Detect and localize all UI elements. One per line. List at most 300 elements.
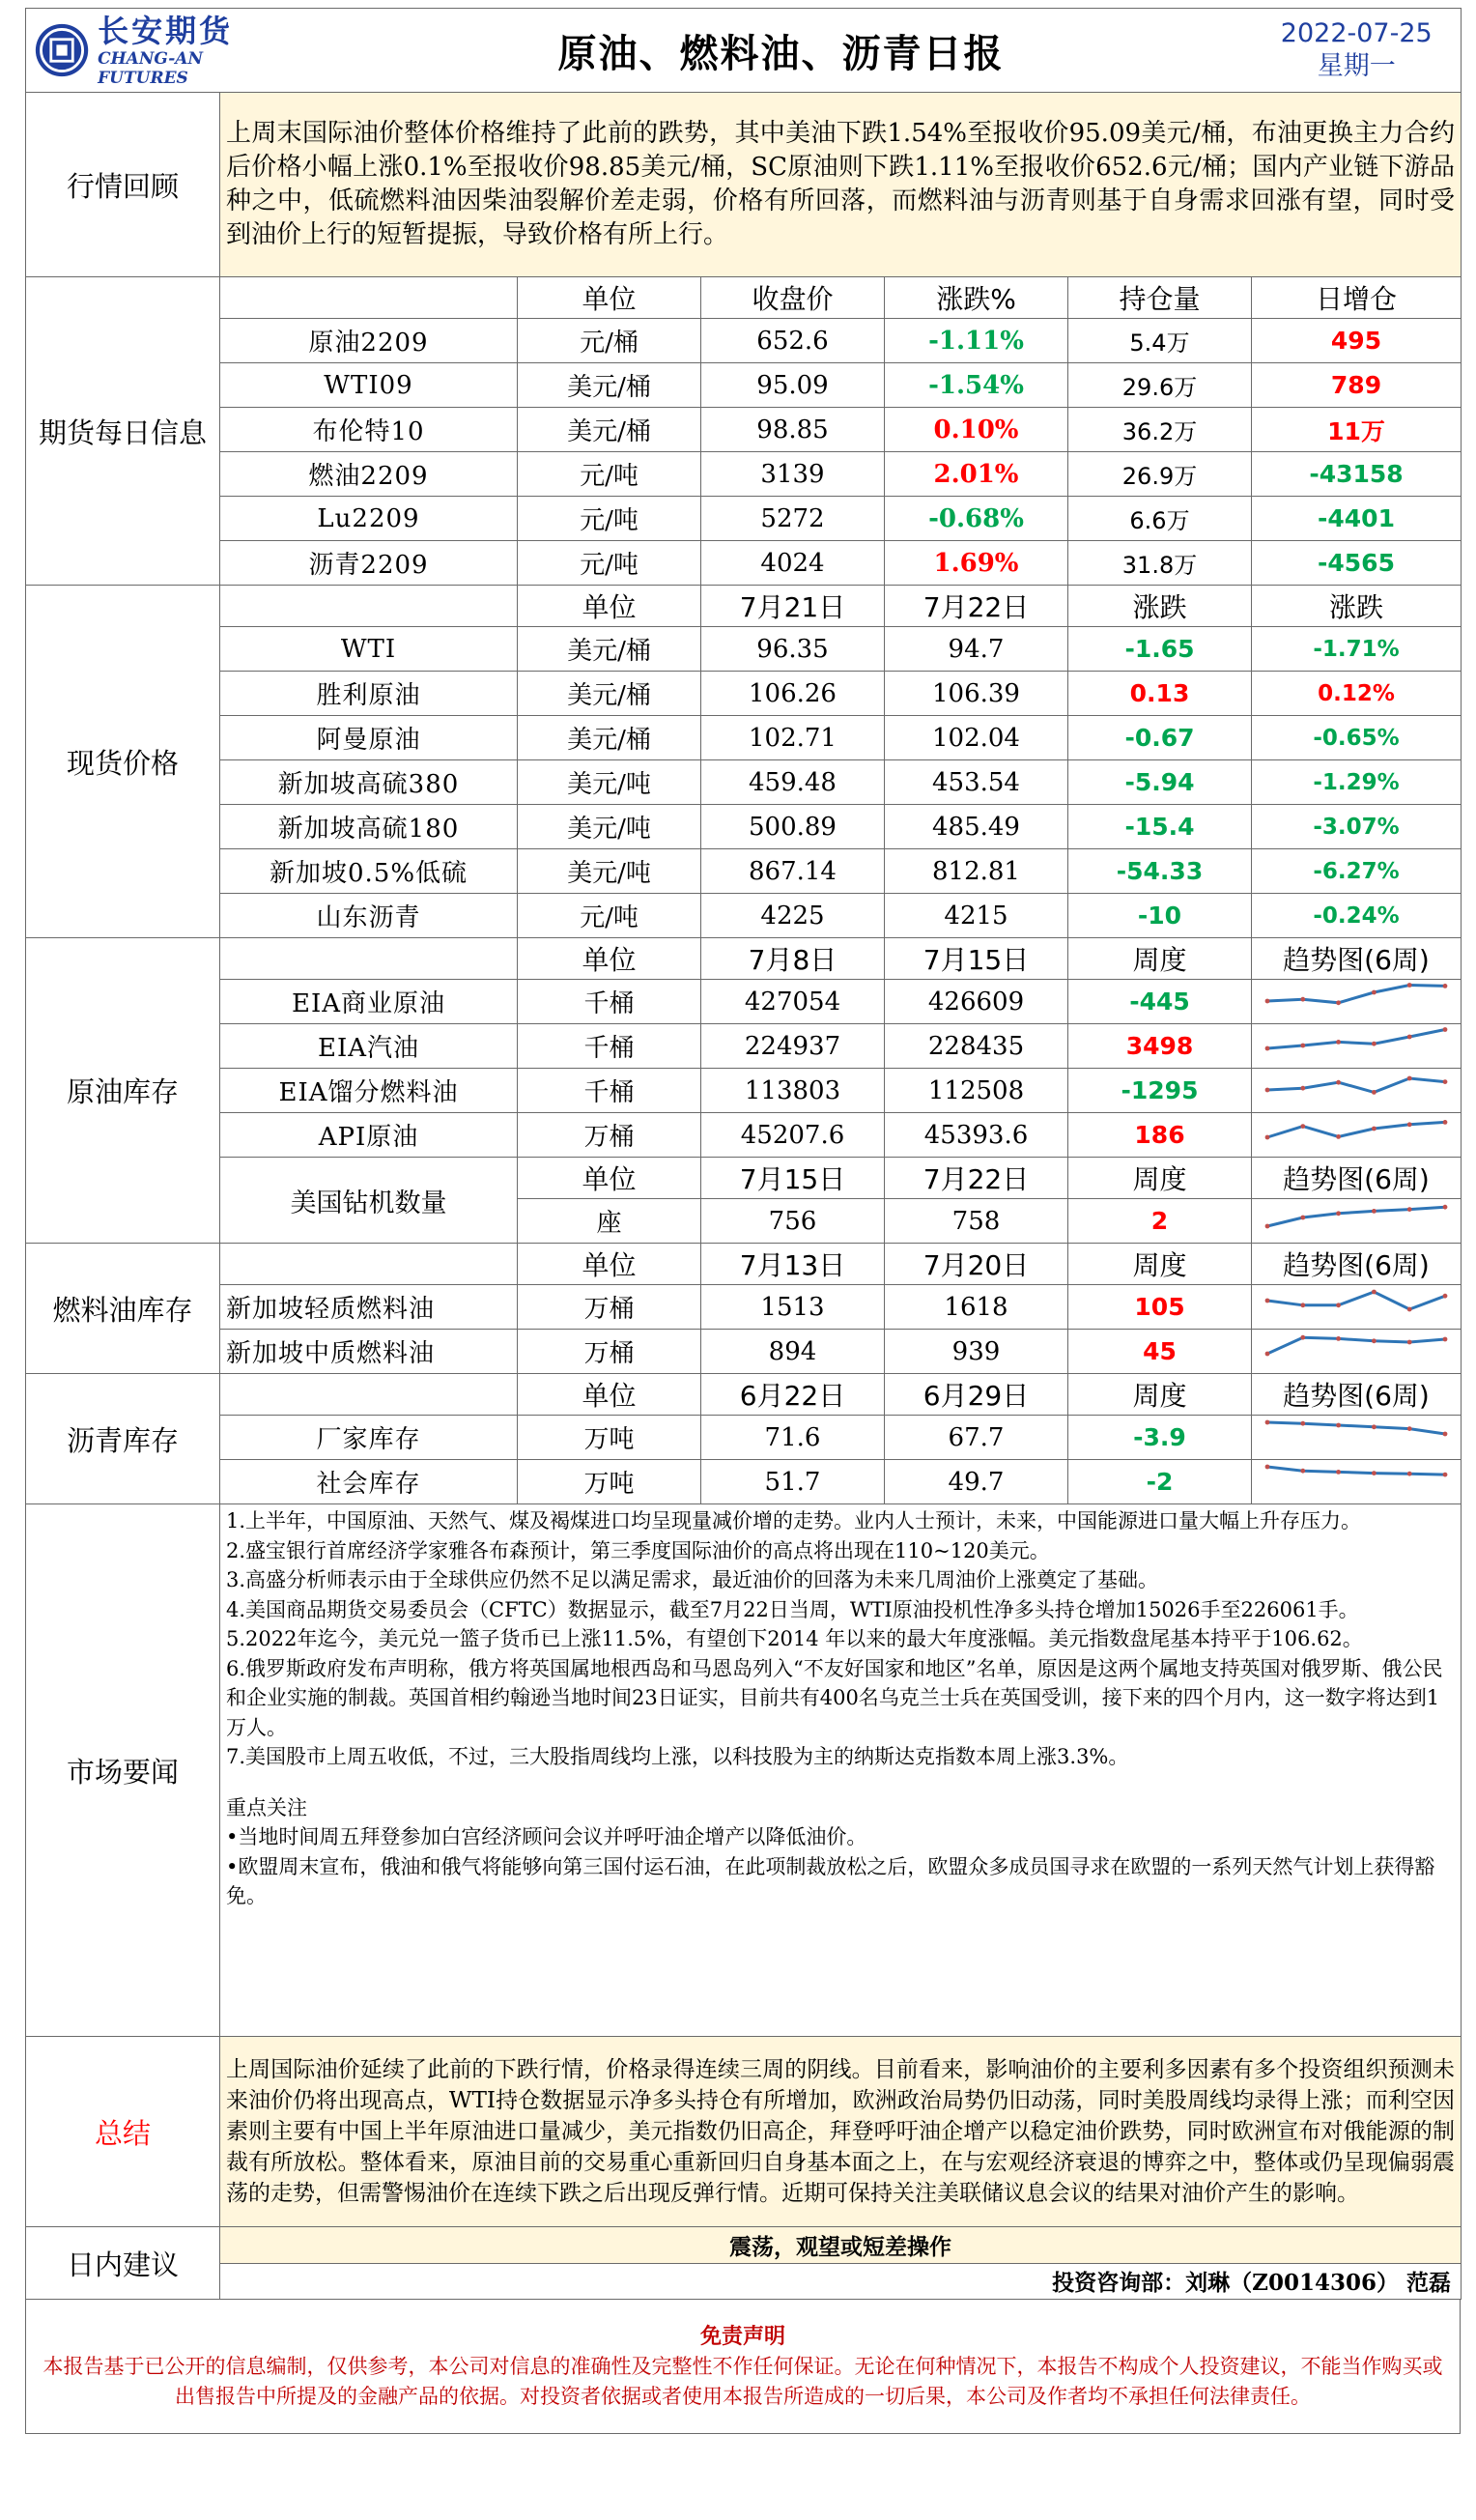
news-list [226, 1506, 1455, 1772]
column-header: 7月15日 [701, 1158, 885, 1199]
price-day2: 102.04 [885, 716, 1068, 760]
column-header: 7月13日 [701, 1244, 885, 1285]
trend-chart [1252, 1330, 1462, 1374]
price-day1: 867.14 [701, 849, 885, 894]
inventory-latest: 1618 [885, 1285, 1068, 1330]
unit-cell: 千桶 [518, 980, 701, 1024]
trend-point [1300, 1469, 1305, 1474]
unit-cell: 千桶 [518, 1069, 701, 1113]
price-day2: 485.49 [885, 805, 1068, 849]
column-header: 持仓量 [1068, 277, 1252, 319]
trend-point [1300, 1303, 1305, 1307]
trend-point [1265, 1224, 1270, 1229]
contract-name: Lu2209 [220, 497, 518, 541]
section-label: 原油库存 [26, 938, 220, 1244]
close-price: 4024 [701, 541, 885, 586]
trend-line [1267, 986, 1445, 1003]
trend-point [1265, 999, 1270, 1004]
weekly-change: -1295 [1068, 1069, 1252, 1113]
column-header: 趋势图(6周) [1252, 1158, 1462, 1199]
date-cell [1253, 9, 1462, 93]
inventory-prev: 427054 [701, 980, 885, 1024]
summary-text: 上周国际油价延续了此前的下跌行情，价格录得连续三周的阴线。目前看来，影响油价的主要利多因素有多个投资组织预测未来油价仍将出现高点，WTI持仓数据显示净多头持仓有所增加，欧洲政治局势仍旧动荡，同时美股周线均录得上涨；而利空因素则主要有中国上半年原油进口量减少，美元指数仍旧高企，拜登呼吁油企增产以稳定油价跌势，同时欧洲宣布对俄能源的制裁有所放松。整体看来，原油目前的交易重心重新回归自身基本面之上，在与宏观经济衰退的博弈之中，整体或仍呈现偏弱震荡的走势，但需警惕油价在连续下跌之后出现反弹行情。近期可保持关注美联储议息会议的结果对油价产生的影响。 [220, 2037, 1462, 2227]
focus-list [226, 1822, 1455, 1911]
inventory-name: EIA汽油 [220, 1024, 518, 1069]
inventory-name: 社会库存 [220, 1460, 518, 1504]
trend-point [1265, 1352, 1270, 1357]
trend-point [1443, 1337, 1448, 1342]
close-price: 652.6 [701, 319, 885, 363]
review-text: 上周末国际油价整体价格维持了此前的跌势，其中美油下跌1.54%至报收价95.09美元/桶，布油更换主力合约后价格小幅上涨0.1%至报收价98.85美元/桶，SC原油则下跌1.11%至报收价652.6元/桶；国内产业链下游品种之中，低硫燃料油因柴油裂解价差走弱，价格有所回落，而燃料油与沥青则基于自身需求回涨有望，同时受到油价上行的短暂提振，导致价格有所上行。 [220, 93, 1462, 277]
column-header: 收盘价 [701, 277, 885, 319]
inventory-latest: 45393.6 [885, 1113, 1068, 1158]
contract-name: 原油2209 [220, 319, 518, 363]
close-price: 5272 [701, 497, 885, 541]
spot-name: 胜利原油 [220, 672, 518, 716]
price-day1: 102.71 [701, 716, 885, 760]
unit-cell: 美元/桶 [518, 716, 701, 760]
unit-cell: 元/吨 [518, 452, 701, 497]
trend-sparkline [1260, 1285, 1453, 1322]
rig-latest: 758 [885, 1199, 1068, 1244]
trend-sparkline [1260, 1330, 1453, 1366]
trend-line [1267, 1467, 1445, 1475]
price-day1: 459.48 [701, 760, 885, 805]
news-section [25, 1503, 1462, 2037]
price-change-percent: -0.65% [1252, 716, 1462, 760]
trend-point [1336, 1303, 1341, 1307]
column-header: 单位 [518, 1244, 701, 1285]
trend-point [1443, 984, 1448, 988]
fuel-stock-row [26, 1285, 1462, 1330]
news-item: 6.俄罗斯政府发布声明称，俄方将英国属地根西岛和马恩岛列入“不友好国家和地区”名单，原因是这两个属地支持英国对俄罗斯、俄公民和企业实施的制裁。英国首相约翰逊当地时间23日证实，目前共有400名乌克兰士兵在英国受训，接下来的四个月内，这一数字将达到1万人。 [226, 1656, 1443, 1739]
unit-cell: 万桶 [518, 1285, 701, 1330]
disclaimer-title: 免责声明 [699, 2323, 785, 2349]
trend-sparkline [1260, 1113, 1453, 1150]
change-percent: -1.11% [885, 319, 1068, 363]
focus-item: •当地时间周五拜登参加白宫经济顾问会议并呼吁油企增产以降低油价。 [226, 1825, 867, 1848]
column-header: 趋势图(6周) [1252, 1374, 1462, 1416]
inventory-name: API原油 [220, 1113, 518, 1158]
trend-chart [1252, 1199, 1462, 1244]
header-blank [220, 277, 518, 319]
trend-line [1267, 1292, 1445, 1309]
column-header: 单位 [518, 1374, 701, 1416]
weekly-change: -2 [1068, 1460, 1252, 1504]
trend-point [1300, 1044, 1305, 1048]
intraday-section [25, 2226, 1462, 2300]
column-header: 7月20日 [885, 1244, 1068, 1285]
trend-point [1443, 1027, 1448, 1032]
disclaimer-box [26, 2300, 1461, 2434]
column-header: 涨跌 [1068, 586, 1252, 627]
summary-section [25, 2036, 1462, 2227]
rig-prev: 756 [701, 1199, 885, 1244]
change-percent: 2.01% [885, 452, 1068, 497]
advisor-line: 投资咨询部：刘琳（Z0014306） 范磊 [220, 2263, 1462, 2300]
trend-point [1407, 1307, 1412, 1312]
futures-row [26, 319, 1462, 363]
trend-point [1372, 1090, 1377, 1095]
trend-chart [1252, 1285, 1462, 1330]
column-header: 6月29日 [885, 1374, 1068, 1416]
price-change-percent: -1.71% [1252, 627, 1462, 672]
futures-row [26, 497, 1462, 541]
company-logo-icon [34, 20, 90, 80]
section-label: 期货每日信息 [26, 277, 220, 586]
spot-name: 新加坡0.5%低硫 [220, 849, 518, 894]
crude-stock-row [26, 1069, 1462, 1113]
unit-cell: 元/吨 [518, 894, 701, 938]
unit-cell: 元/吨 [518, 497, 701, 541]
trend-line [1267, 1122, 1445, 1137]
rig-weekly-change: 2 [1068, 1199, 1252, 1244]
column-header: 趋势图(6周) [1252, 1244, 1462, 1285]
unit-cell: 美元/桶 [518, 672, 701, 716]
trend-point [1407, 1207, 1412, 1212]
column-header: 7月21日 [701, 586, 885, 627]
trend-point [1372, 1209, 1377, 1214]
report-sheet [25, 8, 1461, 2434]
weekly-change: -445 [1068, 980, 1252, 1024]
news-item: 7.美国股市上周五收低，不过，三大股指周线均上涨，以科技股为主的纳斯达克指数本周上涨3.3%。 [226, 1745, 1129, 1768]
price-change-percent: -3.07% [1252, 805, 1462, 849]
unit-cell: 万吨 [518, 1416, 701, 1460]
table-header-row [26, 1374, 1462, 1416]
price-change: -5.94 [1068, 760, 1252, 805]
section-label: 沥青库存 [26, 1374, 220, 1504]
header-blank [220, 1374, 518, 1416]
spot-row [26, 627, 1462, 672]
change-percent: -0.68% [885, 497, 1068, 541]
price-change-percent: -0.24% [1252, 894, 1462, 938]
inventory-prev: 71.6 [701, 1416, 885, 1460]
spot-name: 新加坡高硫180 [220, 805, 518, 849]
trend-point [1443, 1205, 1448, 1210]
price-change: -0.67 [1068, 716, 1252, 760]
price-change-percent: -6.27% [1252, 849, 1462, 894]
inventory-prev: 113803 [701, 1069, 885, 1113]
trend-point [1407, 1122, 1412, 1127]
open-interest: 29.6万 [1068, 363, 1252, 408]
trend-point [1336, 1423, 1341, 1428]
spot-row [26, 805, 1462, 849]
price-day1: 96.35 [701, 627, 885, 672]
inventory-prev: 51.7 [701, 1460, 885, 1504]
daily-oi-change: -4565 [1252, 541, 1462, 586]
column-header: 7月22日 [885, 1158, 1068, 1199]
spot-row [26, 894, 1462, 938]
trend-point [1265, 1135, 1270, 1140]
report-weekday: 星期一 [1317, 51, 1396, 81]
trend-chart [1252, 1416, 1462, 1460]
price-change: 0.13 [1068, 672, 1252, 716]
inventory-prev: 45207.6 [701, 1113, 885, 1158]
trend-point [1300, 1124, 1305, 1129]
review-section [25, 92, 1462, 277]
unit-cell: 元/吨 [518, 541, 701, 586]
trend-sparkline [1260, 1069, 1453, 1105]
trend-point [1300, 1421, 1305, 1426]
column-header: 6月22日 [701, 1374, 885, 1416]
trend-point [1372, 1127, 1377, 1131]
trend-point [1407, 983, 1412, 988]
trend-point [1372, 1471, 1377, 1475]
price-day2: 812.81 [885, 849, 1068, 894]
price-change: -54.33 [1068, 849, 1252, 894]
column-header: 周度 [1068, 938, 1252, 980]
header-blank [220, 938, 518, 980]
trend-chart [1252, 1069, 1462, 1113]
change-percent: -1.54% [885, 363, 1068, 408]
contract-name: 燃油2209 [220, 452, 518, 497]
trend-point [1372, 1290, 1377, 1295]
price-day1: 4225 [701, 894, 885, 938]
disclaimer-section [25, 2299, 1461, 2434]
inventory-prev: 224937 [701, 1024, 885, 1069]
trend-point [1407, 1472, 1412, 1476]
price-day1: 500.89 [701, 805, 885, 849]
report-title: 原油、燃料油、沥青日报 [557, 31, 1005, 76]
column-header: 周度 [1068, 1158, 1252, 1199]
spot-name: 新加坡高硫380 [220, 760, 518, 805]
inventory-name: 新加坡中质燃料油 [220, 1330, 518, 1374]
trend-line [1267, 1207, 1445, 1226]
trend-point [1372, 1424, 1377, 1429]
fuel-stock-row [26, 1330, 1462, 1374]
price-day2: 453.54 [885, 760, 1068, 805]
price-day2: 94.7 [885, 627, 1068, 672]
trend-chart [1252, 980, 1462, 1024]
inventory-latest: 67.7 [885, 1416, 1068, 1460]
header-blank [220, 1244, 518, 1285]
open-interest: 31.8万 [1068, 541, 1252, 586]
unit-cell: 万桶 [518, 1330, 701, 1374]
market-data-table [25, 276, 1462, 1504]
news-item: 4.美国商品期货交易委员会（CFTC）数据显示，截至7月22日当周，WTI原油投机性净多头持仓增加15026手至226061手。 [226, 1597, 1359, 1621]
unit-cell: 美元/桶 [518, 408, 701, 452]
intraday-advice: 震荡，观望或短差操作 [220, 2227, 1462, 2264]
company-name-cn: 长安期货 [98, 13, 234, 49]
close-price: 98.85 [701, 408, 885, 452]
crude-stock-row [26, 980, 1462, 1024]
column-header: 趋势图(6周) [1252, 938, 1462, 980]
spot-row [26, 849, 1462, 894]
trend-point [1443, 1120, 1448, 1125]
column-header: 周度 [1068, 1374, 1252, 1416]
section-label: 燃料油库存 [26, 1244, 220, 1374]
crude-stock-row [26, 1113, 1462, 1158]
daily-oi-change: -43158 [1252, 452, 1462, 497]
company-name-en: CHANG-AN FUTURES [98, 49, 204, 88]
disclaimer-text: 本报告基于已公开的信息编制，仅供参考，本公司对信息的准确性及完整性不作任何保证。无论在何种情况下，本报告不构成个人投资建议，不能当作购买或出售报告中所提及的金融产品的依据。对投资者依据或者使用本报告所造成的一切后果，本公司及作者均不承担任何法律责任。 [43, 2354, 1443, 2408]
report-date: 2022-07-25 [1280, 18, 1433, 48]
column-header: 7月8日 [701, 938, 885, 980]
column-header: 单位 [518, 586, 701, 627]
inventory-prev: 894 [701, 1330, 885, 1374]
news-label: 市场要闻 [26, 1504, 220, 2037]
spot-name: WTI [220, 627, 518, 672]
trend-point [1265, 1299, 1270, 1303]
inventory-latest: 228435 [885, 1024, 1068, 1069]
trend-point [1336, 1336, 1341, 1341]
inventory-latest: 939 [885, 1330, 1068, 1374]
rig-header-row [26, 1158, 1462, 1199]
trend-point [1336, 1134, 1341, 1139]
trend-point [1372, 1338, 1377, 1343]
trend-line [1267, 1078, 1445, 1092]
trend-point [1372, 1042, 1377, 1046]
unit-cell: 美元/吨 [518, 849, 701, 894]
trend-point [1336, 1470, 1341, 1475]
weekly-change: 186 [1068, 1113, 1252, 1158]
trend-point [1300, 1086, 1305, 1091]
logo-cell [26, 9, 287, 93]
unit-cell: 美元/桶 [518, 627, 701, 672]
price-day1: 106.26 [701, 672, 885, 716]
crude-stock-row [26, 1024, 1462, 1069]
trend-sparkline [1260, 1199, 1453, 1236]
focus-item: •欧盟周末宣布，俄油和俄气将能够向第三国付运石油，在此项制裁放松之后，欧盟众多成员国寻求在欧盟的一系列天然气计划上获得豁免。 [226, 1854, 1435, 1907]
futures-row [26, 452, 1462, 497]
futures-row [26, 541, 1462, 586]
trend-point [1265, 1420, 1270, 1425]
inventory-name: 厂家库存 [220, 1416, 518, 1460]
contract-name: 沥青2209 [220, 541, 518, 586]
weekly-change: 3498 [1068, 1024, 1252, 1069]
trend-chart [1252, 1024, 1462, 1069]
column-header: 7月15日 [885, 938, 1068, 980]
trend-point [1336, 1000, 1341, 1005]
price-day2: 4215 [885, 894, 1068, 938]
futures-row [26, 408, 1462, 452]
trend-line [1267, 1337, 1445, 1354]
price-change: -15.4 [1068, 805, 1252, 849]
spot-row [26, 716, 1462, 760]
summary-label: 总结 [26, 2037, 220, 2227]
trend-point [1336, 1040, 1341, 1045]
trend-chart [1252, 1113, 1462, 1158]
inventory-latest: 426609 [885, 980, 1068, 1024]
price-change: -10 [1068, 894, 1252, 938]
focus-title: 重点关注 [226, 1795, 307, 1819]
unit-cell: 美元/桶 [518, 363, 701, 408]
asphalt-stock-row [26, 1416, 1462, 1460]
spot-name: 阿曼原油 [220, 716, 518, 760]
news-content [220, 1504, 1462, 2037]
column-header: 日增仓 [1252, 277, 1462, 319]
trend-sparkline [1260, 980, 1453, 1017]
news-item: 3.高盛分析师表示由于全球供应仍然不足以满足需求，最近油价的回落为未来几周油价上涨奠定了基础。 [226, 1568, 1159, 1591]
daily-oi-change: 789 [1252, 363, 1462, 408]
trend-point [1300, 997, 1305, 1002]
contract-name: WTI09 [220, 363, 518, 408]
trend-point [1407, 1426, 1412, 1431]
change-percent: 1.69% [885, 541, 1068, 586]
section-label: 现货价格 [26, 586, 220, 938]
open-interest: 5.4万 [1068, 319, 1252, 363]
spot-row [26, 760, 1462, 805]
spot-row [26, 672, 1462, 716]
open-interest: 36.2万 [1068, 408, 1252, 452]
news-item: 2.盛宝银行首席经济学家雅各布森预计，第三季度国际油价的高点将出现在110~120美元。 [226, 1538, 1050, 1562]
trend-point [1443, 1432, 1448, 1437]
daily-oi-change: -4401 [1252, 497, 1462, 541]
rig-name: 美国钻机数量 [220, 1158, 518, 1244]
asphalt-stock-row [26, 1460, 1462, 1504]
trend-point [1300, 1335, 1305, 1340]
price-change-percent: 0.12% [1252, 672, 1462, 716]
column-header: 单位 [518, 938, 701, 980]
trend-sparkline [1260, 1460, 1453, 1497]
trend-line [1267, 1030, 1445, 1049]
trend-point [1336, 1211, 1341, 1216]
trend-point [1265, 1088, 1270, 1093]
price-day2: 106.39 [885, 672, 1068, 716]
unit-cell: 万桶 [518, 1113, 701, 1158]
unit-cell: 美元/吨 [518, 760, 701, 805]
trend-point [1443, 1294, 1448, 1299]
price-change-percent: -1.29% [1252, 760, 1462, 805]
news-item: 1.上半年，中国原油、天然气、煤及褐煤进口均呈现量减价增的走势。业内人士预计，未来，中国能源进口量大幅上升存压力。 [226, 1509, 1362, 1532]
inventory-name: EIA商业原油 [220, 980, 518, 1024]
unit-cell: 元/桶 [518, 319, 701, 363]
trend-point [1407, 1076, 1412, 1081]
inventory-latest: 112508 [885, 1069, 1068, 1113]
daily-oi-change: 495 [1252, 319, 1462, 363]
column-header: 周度 [1068, 1244, 1252, 1285]
futures-row [26, 363, 1462, 408]
spot-name: 山东沥青 [220, 894, 518, 938]
news-item: 5.2022年迄今，美元兑一篮子货币已上涨11.5%，有望创下2014 年以来的最大年度涨幅。美元指数盘尾基本持平于106.62。 [226, 1627, 1363, 1650]
inventory-prev: 1513 [701, 1285, 885, 1330]
price-change: -1.65 [1068, 627, 1252, 672]
trend-line [1267, 1422, 1445, 1434]
trend-point [1300, 1216, 1305, 1220]
open-interest: 6.6万 [1068, 497, 1252, 541]
trend-sparkline [1260, 1024, 1453, 1061]
inventory-name: EIA馏分燃料油 [220, 1069, 518, 1113]
column-header: 单位 [518, 1158, 701, 1199]
column-header: 7月22日 [885, 586, 1068, 627]
table-header-row [26, 586, 1462, 627]
trend-point [1265, 1046, 1270, 1051]
open-interest: 26.9万 [1068, 452, 1252, 497]
unit-cell: 万吨 [518, 1460, 701, 1504]
unit-cell: 美元/吨 [518, 805, 701, 849]
table-header-row [26, 277, 1462, 319]
review-label: 行情回顾 [26, 93, 220, 277]
contract-name: 布伦特10 [220, 408, 518, 452]
trend-point [1265, 1465, 1270, 1470]
trend-chart [1252, 1460, 1462, 1504]
trend-point [1443, 1079, 1448, 1084]
header-blank [220, 586, 518, 627]
weekly-change: -3.9 [1068, 1416, 1252, 1460]
inventory-name: 新加坡轻质燃料油 [220, 1285, 518, 1330]
title-cell [287, 9, 1253, 93]
close-price: 3139 [701, 452, 885, 497]
unit-cell: 座 [518, 1199, 701, 1244]
trend-sparkline [1260, 1416, 1453, 1452]
trend-point [1372, 990, 1377, 995]
column-header: 涨跌% [885, 277, 1068, 319]
column-header: 涨跌 [1252, 586, 1462, 627]
weekly-change: 105 [1068, 1285, 1252, 1330]
weekly-change: 45 [1068, 1330, 1252, 1374]
close-price: 95.09 [701, 363, 885, 408]
change-percent: 0.10% [885, 408, 1068, 452]
